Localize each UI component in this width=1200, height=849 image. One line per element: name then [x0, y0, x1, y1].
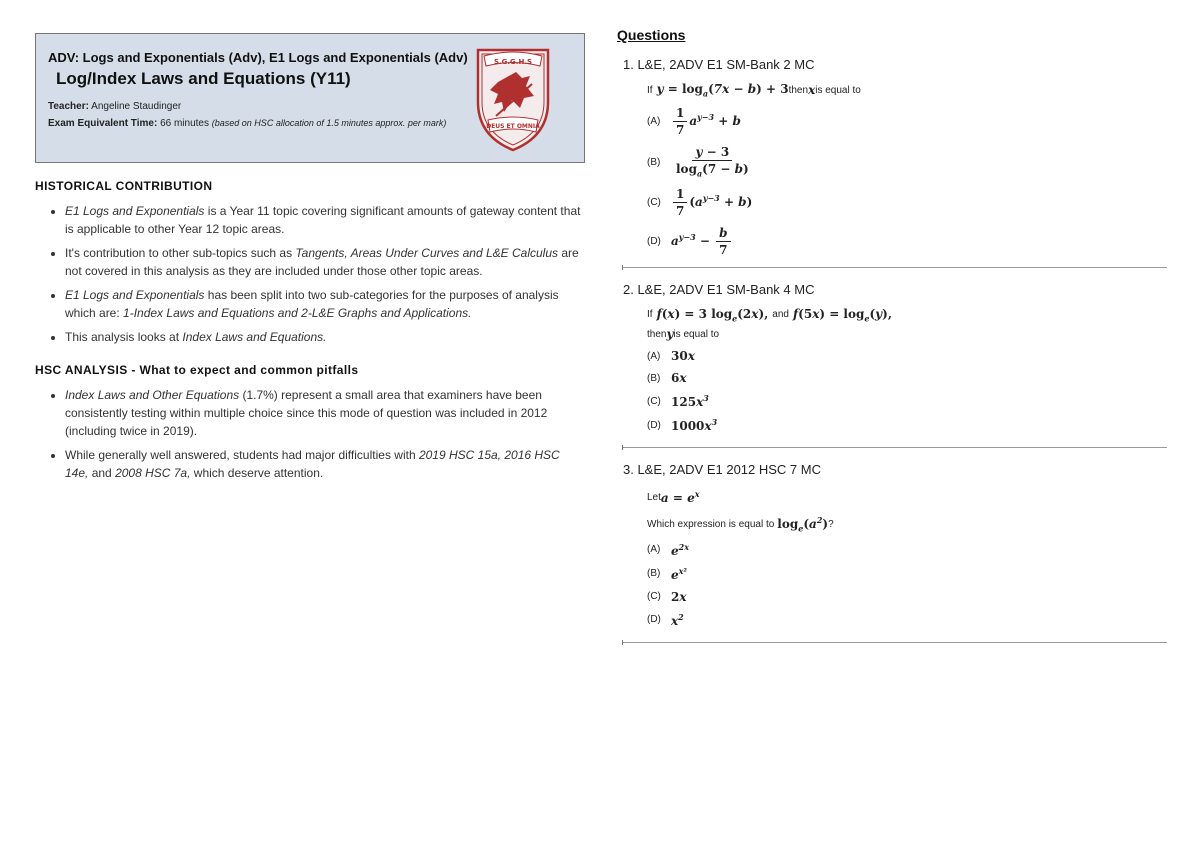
option-c: (C) $\frac{1}{7}$ $(a^{y-3} + b)$	[647, 186, 753, 218]
exam-label: Exam Equivalent Time:	[48, 118, 158, 129]
hsc-title: HSC ANALYSIS - What to expect and common pitfalls	[35, 363, 359, 377]
list-item: • While generally well answered, students had major difficulties with 2019 HSC 15a, 2016 HSC 14e, and 2008 HSC 7a, which deserve attention.	[65, 446, 585, 482]
question-title: 3. L&E, 2ADV E1 2012 HSC 7 MC	[623, 462, 821, 478]
option-d: (D) $x^2$	[647, 611, 684, 628]
question-title: 2. L&E, 2ADV E1 SM-Bank 4 MC	[623, 281, 815, 297]
hsc-list	[35, 386, 585, 482]
option-a: (A) $e^{2x}$	[647, 541, 689, 558]
teacher-name: Angeline Staudinger	[88, 101, 182, 112]
crest-bottom-text: DEUS ET OMNIA	[486, 123, 540, 130]
divider	[623, 642, 1167, 643]
historical-title: HISTORICAL CONTRIBUTION	[35, 179, 213, 193]
question-1	[617, 57, 1167, 268]
questions-column	[617, 27, 1167, 643]
question-stem: If f(x) = 3 $\log_e(2x)$, and $f(5x) = \log_e(y)$,	[647, 306, 893, 324]
option-c: (C) $125x^3$	[647, 393, 709, 410]
option-a: (A) 30x	[647, 349, 695, 364]
left-column	[35, 33, 585, 488]
option-b: (B) $\frac{y - 3}{\log_a(7 - b)}$	[647, 145, 749, 179]
option-d: (D) $a^{y-3}$ − $\frac{b}{7}$	[647, 226, 1167, 257]
crest-top-text: S.G.G.H.S	[493, 58, 533, 66]
list-item: • E1 Logs and Exponentials has been split into two sub-categories for the purposes of analysis which are: 1-Index Laws and Equations and 2-L&E Graphs and Applications.	[65, 286, 585, 322]
divider	[623, 447, 1167, 448]
option-c: (C) 2x	[647, 589, 687, 604]
exam-line	[48, 116, 458, 131]
option-b: (B) 6x	[647, 371, 687, 386]
exam-value: 66 minutes	[157, 118, 212, 129]
exam-note: (based on HSC allocation of 1.5 minutes approx. per mark)	[211, 118, 447, 128]
list-item: • Index Laws and Other Equations (1.7%) represent a small area that examiners have been consistently testing within multiple choice since this mode of question was included in 2012 (including twice in 2019).	[65, 386, 585, 440]
list-item: • It's contribution to other sub-topics such as Tangents, Areas Under Curves and L&E Calculus are not covered in this analysis as they are included under those other topic areas.	[65, 244, 585, 280]
header-subtitle: ADV: Logs and Exponentials (Adv), E1 Logs and Exponentials (Adv)	[48, 50, 468, 65]
question-stem: If $y = \log_a(7x - b) + 3$ then x is equal to	[647, 82, 861, 99]
teacher-label: Teacher:	[48, 101, 89, 112]
header-title: Log/Index Laws and Equations (Y11)	[56, 69, 351, 88]
question-2	[617, 282, 1167, 448]
historical-list	[35, 202, 585, 346]
option-a: (A) $\frac{1}{7}$ $a^{y-3} + b$	[647, 106, 741, 138]
option-b: (B) $e^{x^2}$	[647, 565, 687, 582]
question-title: 1. L&E, 2ADV E1 SM-Bank 2 MC	[623, 57, 815, 72]
list-item: • E1 Logs and Exponentials is a Year 11 topic covering significant amounts of gateway content that is applicable to other Year 12 topic areas.	[65, 202, 585, 238]
question-stem-2: Which expression is equal to $\log_e(a^2)$ ?	[647, 515, 834, 534]
question-stem-2: then y is equal to	[647, 327, 720, 342]
school-crest-logo	[474, 46, 552, 152]
option-d: (D) $1000x^3$	[647, 417, 718, 434]
header-box	[35, 33, 585, 163]
list-item: • This analysis looks at Index Laws and Equations.	[65, 328, 585, 346]
question-3	[617, 462, 1167, 642]
divider	[623, 267, 1167, 268]
question-stem: Let $a = e^x$	[647, 489, 700, 506]
questions-heading: Questions	[617, 27, 686, 43]
